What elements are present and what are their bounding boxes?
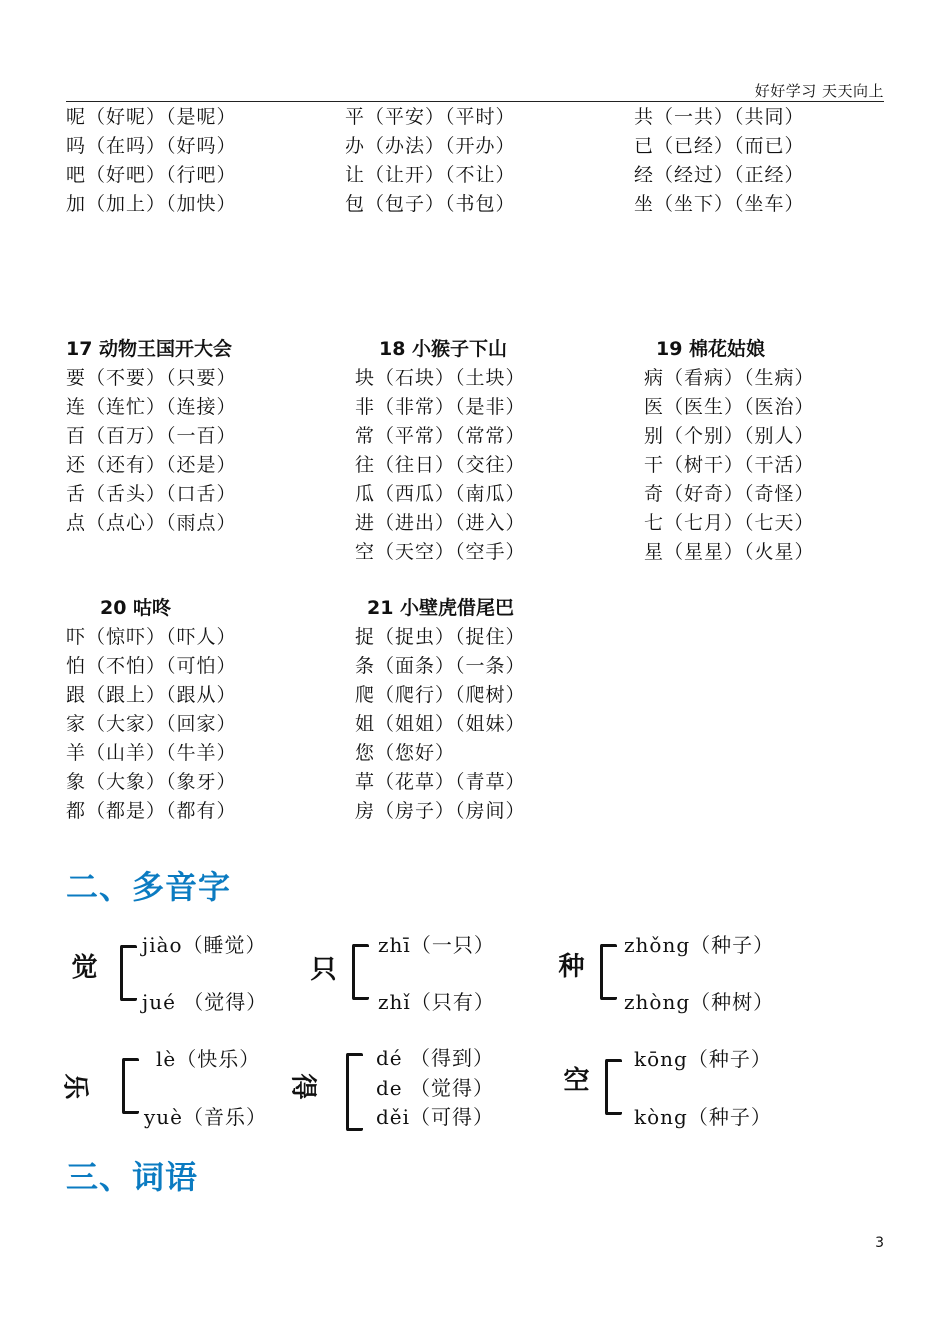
vocab-line: 百（百万）（一百） bbox=[66, 425, 237, 447]
vocab-line: 怕（不怕）（可怕） bbox=[66, 655, 237, 677]
reading: kōng（种子） bbox=[634, 1047, 772, 1071]
page-number: 3 bbox=[875, 1235, 884, 1251]
reading: yuè（音乐） bbox=[144, 1105, 268, 1129]
polyphone-char: 空 bbox=[559, 1066, 589, 1092]
vocab-line: 舌（舌头）（口舌） bbox=[66, 483, 237, 505]
top-col-1 bbox=[66, 103, 336, 219]
vocab-line: 病（看病）（生病） bbox=[644, 367, 815, 389]
lesson-title: 21 小壁虎借尾巴 bbox=[367, 597, 515, 619]
vocab-line: 捉（捉虫）（捉住） bbox=[355, 626, 526, 648]
lesson-title: 17 动物王国开大会 bbox=[66, 338, 233, 360]
header-rule bbox=[66, 101, 884, 102]
vocab-line: 奇（好奇）（奇怪） bbox=[644, 483, 815, 505]
vocab-line: 别（个别）（别人） bbox=[644, 425, 815, 447]
polyphone-char: 种 bbox=[554, 952, 584, 978]
vocab-line: 姐（姐姐）（姐妹） bbox=[355, 713, 526, 735]
header-motto: 好好学习 天天向上 bbox=[754, 82, 884, 100]
lesson-20 bbox=[66, 594, 336, 826]
lesson-18 bbox=[355, 335, 625, 567]
vocab-line: 吧（好吧）（行吧） bbox=[66, 164, 237, 186]
lesson-21 bbox=[355, 594, 625, 826]
lesson-17 bbox=[66, 335, 336, 538]
vocab-line: 星（星星）（火星） bbox=[644, 541, 815, 563]
reading: dé （得到） bbox=[376, 1046, 494, 1070]
vocab-line: 医（医生）（医治） bbox=[644, 396, 815, 418]
section-heading-vocabulary: 三、词语 bbox=[66, 1158, 199, 1196]
vocab-line: 瓜（西瓜）（南瓜） bbox=[355, 483, 526, 505]
vocab-line: 包（包子）（书包） bbox=[345, 193, 516, 215]
vocab-line: 块（石块）（土块） bbox=[355, 367, 526, 389]
reading: zhǒng（种子） bbox=[624, 933, 775, 957]
reading: zhī（一只） bbox=[378, 933, 495, 957]
reading: jué （觉得） bbox=[142, 990, 268, 1014]
vocab-line: 连（连忙）（连接） bbox=[66, 396, 237, 418]
lesson-title: 19 棉花姑娘 bbox=[656, 338, 766, 360]
vocab-line: 都（都是）（都有） bbox=[66, 800, 237, 822]
vocab-line: 往（往日）（交往） bbox=[355, 454, 526, 476]
polyphone-char: 乐 bbox=[59, 1073, 90, 1100]
vocab-line: 您（您好） bbox=[355, 742, 456, 764]
brace bbox=[605, 1059, 622, 1115]
vocab-line: 让（让开）（不让） bbox=[345, 164, 516, 186]
vocab-line: 办（办法）（开办） bbox=[345, 135, 516, 157]
vocab-line: 呢（好呢）（是呢） bbox=[66, 106, 237, 128]
vocab-line: 爬（爬行）（爬树） bbox=[355, 684, 526, 706]
vocab-line: 经（经过）（正经） bbox=[634, 164, 805, 186]
vocab-line: 共（一共）（共同） bbox=[634, 106, 805, 128]
vocab-line: 非（非常）（是非） bbox=[355, 396, 526, 418]
brace bbox=[346, 1053, 363, 1131]
vocab-line: 吗（在吗）（好吗） bbox=[66, 135, 237, 157]
top-col-2 bbox=[345, 103, 615, 219]
vocab-line: 还（还有）（还是） bbox=[66, 454, 237, 476]
vocab-line: 七（七月）（七天） bbox=[644, 512, 815, 534]
reading: děi（可得） bbox=[376, 1105, 495, 1129]
brace bbox=[600, 944, 617, 1000]
vocab-line: 条（面条）（一条） bbox=[355, 655, 526, 677]
polyphone-char: 觉 bbox=[67, 953, 97, 979]
reading: de （觉得） bbox=[376, 1076, 494, 1100]
brace bbox=[352, 944, 369, 1000]
vocab-line: 已（已经）（而已） bbox=[634, 135, 805, 157]
reading: kòng（种子） bbox=[634, 1105, 772, 1129]
vocab-line: 平（平安）（平时） bbox=[345, 106, 516, 128]
reading: lè（快乐） bbox=[156, 1047, 261, 1071]
vocab-line: 家（大家）（回家） bbox=[66, 713, 237, 735]
reading: jiào（睡觉） bbox=[142, 933, 267, 957]
reading: zhòng（种树） bbox=[624, 990, 775, 1014]
polyphone-char: 得 bbox=[287, 1073, 318, 1100]
lesson-19 bbox=[644, 335, 914, 567]
brace bbox=[122, 1058, 139, 1114]
brace bbox=[120, 945, 137, 1001]
vocab-line: 进（进出）（进入） bbox=[355, 512, 526, 534]
reading: zhǐ（只有） bbox=[378, 990, 495, 1014]
vocab-line: 羊（山羊）（牛羊） bbox=[66, 742, 237, 764]
vocab-line: 加（加上）（加快） bbox=[66, 193, 237, 215]
vocab-line: 要（不要）（只要） bbox=[66, 367, 237, 389]
vocab-line: 房（房子）（房间） bbox=[355, 800, 526, 822]
vocab-line: 草（花草）（青草） bbox=[355, 771, 526, 793]
top-col-3 bbox=[634, 103, 904, 219]
vocab-line: 吓（惊吓）（吓人） bbox=[66, 626, 237, 648]
vocab-line: 象（大象）（象牙） bbox=[66, 771, 237, 793]
lesson-title: 18 小猴子下山 bbox=[379, 338, 508, 360]
vocab-line: 常（平常）（常常） bbox=[355, 425, 526, 447]
vocab-line: 跟（跟上）（跟从） bbox=[66, 684, 237, 706]
vocab-line: 坐（坐下）（坐车） bbox=[634, 193, 805, 215]
lesson-title: 20 咕咚 bbox=[100, 597, 172, 619]
vocab-line: 点（点心）（雨点） bbox=[66, 512, 237, 534]
polyphone-char: 只 bbox=[306, 955, 336, 981]
section-heading-polyphones: 二、多音字 bbox=[66, 868, 232, 906]
vocab-line: 干（树干）（干活） bbox=[644, 454, 815, 476]
vocab-line: 空（天空）（空手） bbox=[355, 541, 526, 563]
